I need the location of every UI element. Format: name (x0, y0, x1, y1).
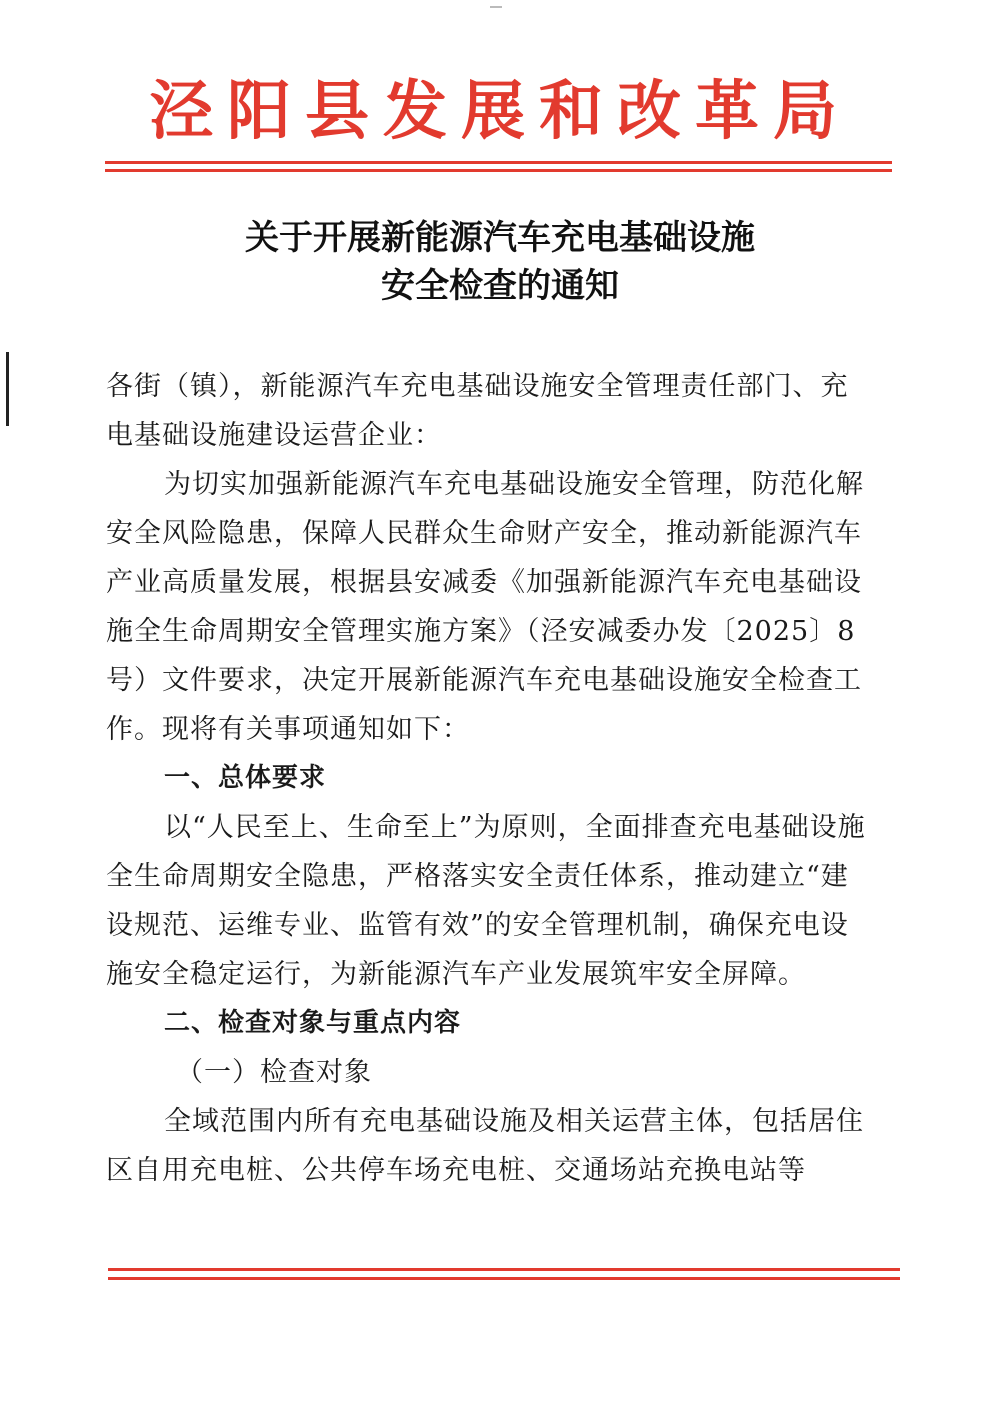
section-2-subheading-1: （一）检查对象 (176, 1057, 372, 1088)
document-body (106, 362, 876, 1195)
margin-binding-mark (6, 352, 9, 426)
header-rule-bottom (105, 169, 892, 172)
footer-rule-bottom (108, 1277, 900, 1280)
document-title-line-1: 关于开展新能源汽车充电基础设施 (245, 218, 755, 258)
section-2-heading: 二、检查对象与重点内容 (164, 1008, 462, 1038)
section-2-sub-1-paragraph: 全域范围内所有充电基础设施及相关运营主体，包括居住区自用充电桩、公共停车场充电桩、交通场站充换电站等 (106, 1106, 864, 1186)
intro-paragraph: 为切实加强新能源汽车充电基础设施安全管理，防范化解安全风险隐患，保障人民群众生命财产安全，推动新能源汽车产业高质量发展，根据县安减委《加强新能源汽车充电基础设施全生命周期安全管理实施方案》（泾安减委办发〔2025〕8号）文件要求，决定开展新能源汽车充电基础设施安全检查工作。现将有关事项通知如下： (106, 469, 864, 745)
document-title-line-2: 安全检查的通知 (381, 266, 619, 306)
header-rule-top (105, 161, 892, 164)
issuing-organization: 泾阳县发展和改革局 (149, 75, 851, 149)
salutation: 各街（镇），新能源汽车充电基础设施安全管理责任部门、充电基础设施建设运营企业： (106, 371, 849, 451)
section-1-heading: 一、总体要求 (164, 763, 327, 793)
footer-rule-top (108, 1268, 900, 1271)
scan-artifact (490, 6, 502, 8)
section-1-paragraph: 以“人民至上、生命至上”为原则，全面排查充电基础设施全生命周期安全隐患，严格落实安全责任体系，推动建立“建设规范、运维专业、监管有效”的安全管理机制，确保充电设施安全稳定运行，为新能源汽车产业发展筑牢安全屏障。 (106, 812, 866, 990)
